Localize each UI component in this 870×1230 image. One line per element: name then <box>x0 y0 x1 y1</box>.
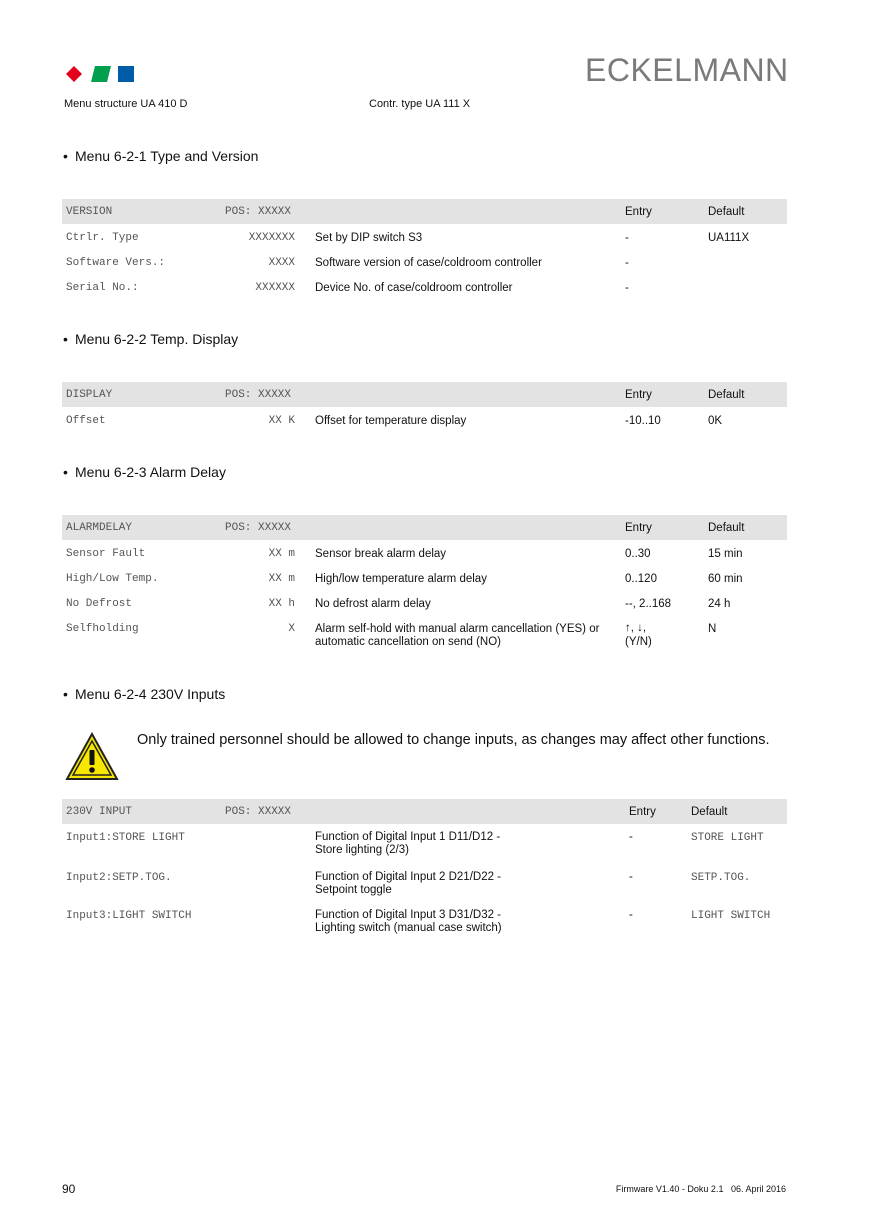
row-description-line1: Function of Digital Input 1 D11/D12 - <box>315 831 501 843</box>
row-name: Ctrlr. Type <box>66 232 139 244</box>
table-header-display <box>62 382 787 407</box>
row-entry-line1: ↑, ↓, <box>625 622 647 634</box>
row-description: No defrost alarm delay <box>315 598 431 610</box>
header-name: ALARMDELAY <box>66 522 133 534</box>
row-value: XXXXXXX <box>248 232 295 244</box>
header-name: DISPLAY <box>66 389 113 401</box>
row-default: SETP.TOG. <box>691 872 751 884</box>
row-description-line1: Function of Digital Input 3 D31/D32 - <box>315 909 502 921</box>
row-default: N <box>708 623 717 635</box>
row-default: 15 min <box>708 548 743 560</box>
controller-type-caption: Contr. type UA 111 X <box>369 98 471 110</box>
row-default: LIGHT SWITCH <box>691 910 771 922</box>
header-default: Default <box>708 206 745 218</box>
row-default: 60 min <box>708 573 743 585</box>
row-description-line2: automatic cancellation on send (NO) <box>315 636 502 648</box>
header-name: 230V INPUT <box>66 806 133 818</box>
row-name: Serial No.: <box>66 282 139 294</box>
row-description-line2: Setpoint toggle <box>315 884 392 896</box>
header-pos: POS: XXXXX <box>225 389 292 401</box>
logo <box>64 62 136 84</box>
footer-info: Firmware V1.40 - Doku 2.1 06. April 2016 <box>615 1184 786 1194</box>
row-description: Device No. of case/coldroom controller <box>315 282 513 294</box>
warning-text: Only trained personnel should be allowed to change inputs, as changes may affect other functions. <box>137 732 770 748</box>
row-entry: 0..120 <box>625 573 657 585</box>
warning-icon <box>65 732 119 787</box>
row-name: No Defrost <box>66 598 133 610</box>
row-name: Selfholding <box>66 623 139 635</box>
row-description: High/low temperature alarm delay <box>315 573 487 585</box>
row-entry: - <box>629 909 633 921</box>
row-value: X <box>288 623 295 635</box>
menu-structure-caption: Menu structure UA 410 D <box>64 98 188 110</box>
header-pos: POS: XXXXX <box>225 522 292 534</box>
row-name: Input1:STORE LIGHT <box>66 832 185 844</box>
table-header-alarmdelay <box>62 515 787 540</box>
row-description-line2: Store lighting (2/3) <box>315 844 409 856</box>
row-name: Input2:SETP.TOG. <box>66 872 172 884</box>
row-description-line1: Function of Digital Input 2 D21/D22 - <box>315 871 502 883</box>
row-description: Offset for temperature display <box>315 415 467 427</box>
header-pos: POS: XXXXX <box>225 806 292 818</box>
row-name: Input3:LIGHT SWITCH <box>66 910 192 922</box>
logo-icon <box>64 62 136 84</box>
section-title-type-version: • Menu 6-2-1 Type and Version <box>63 148 259 164</box>
header-name: VERSION <box>66 206 113 218</box>
row-name: Sensor Fault <box>66 548 146 560</box>
row-description: Software version of case/coldroom controller <box>315 257 542 269</box>
row-default: UA111X <box>708 232 750 244</box>
row-entry-line2: (Y/N) <box>625 636 652 648</box>
row-entry: - <box>629 871 633 883</box>
row-name: High/Low Temp. <box>66 573 159 585</box>
row-value: XX h <box>268 598 295 610</box>
header-default: Default <box>691 806 728 818</box>
row-entry: - <box>625 257 629 269</box>
row-name: Software Vers.: <box>66 257 166 269</box>
row-entry: 0..30 <box>625 548 651 560</box>
row-value: XXXXXX <box>255 282 295 294</box>
brand-name: ECKELMANN <box>585 52 789 88</box>
table-header-230v-input <box>62 799 787 824</box>
section-title-230v-inputs: • Menu 6-2-4 230V Inputs <box>63 686 226 702</box>
row-value: XXXX <box>268 257 295 269</box>
row-description-line1: Alarm self-hold with manual alarm cancellation (YES) or <box>315 623 600 635</box>
section-title-temp-display: • Menu 6-2-2 Temp. Display <box>63 331 239 347</box>
row-description-line2: Lighting switch (manual case switch) <box>315 922 502 934</box>
row-entry: --, 2..168 <box>625 598 672 610</box>
row-description: Set by DIP switch S3 <box>315 232 423 244</box>
row-name: Offset <box>66 415 106 427</box>
header-pos: POS: XXXXX <box>225 206 292 218</box>
row-value: XX m <box>268 573 295 585</box>
row-value: XX m <box>268 548 295 560</box>
row-value: XX K <box>268 415 295 427</box>
row-default: 0K <box>708 415 723 427</box>
page-number: 90 <box>62 1182 76 1196</box>
table-header-version <box>62 199 787 224</box>
row-entry: - <box>625 232 629 244</box>
row-entry: - <box>625 282 629 294</box>
row-default: STORE LIGHT <box>691 832 764 844</box>
row-entry: - <box>629 831 633 843</box>
section-title-alarm-delay: • Menu 6-2-3 Alarm Delay <box>63 464 226 480</box>
header-entry: Entry <box>629 806 656 818</box>
row-entry: -10..10 <box>625 415 661 427</box>
row-default: 24 h <box>708 598 731 610</box>
header-entry: Entry <box>625 389 652 401</box>
header-entry: Entry <box>625 206 652 218</box>
row-description: Sensor break alarm delay <box>315 548 447 560</box>
header-default: Default <box>708 522 745 534</box>
header-entry: Entry <box>625 522 652 534</box>
header-default: Default <box>708 389 745 401</box>
